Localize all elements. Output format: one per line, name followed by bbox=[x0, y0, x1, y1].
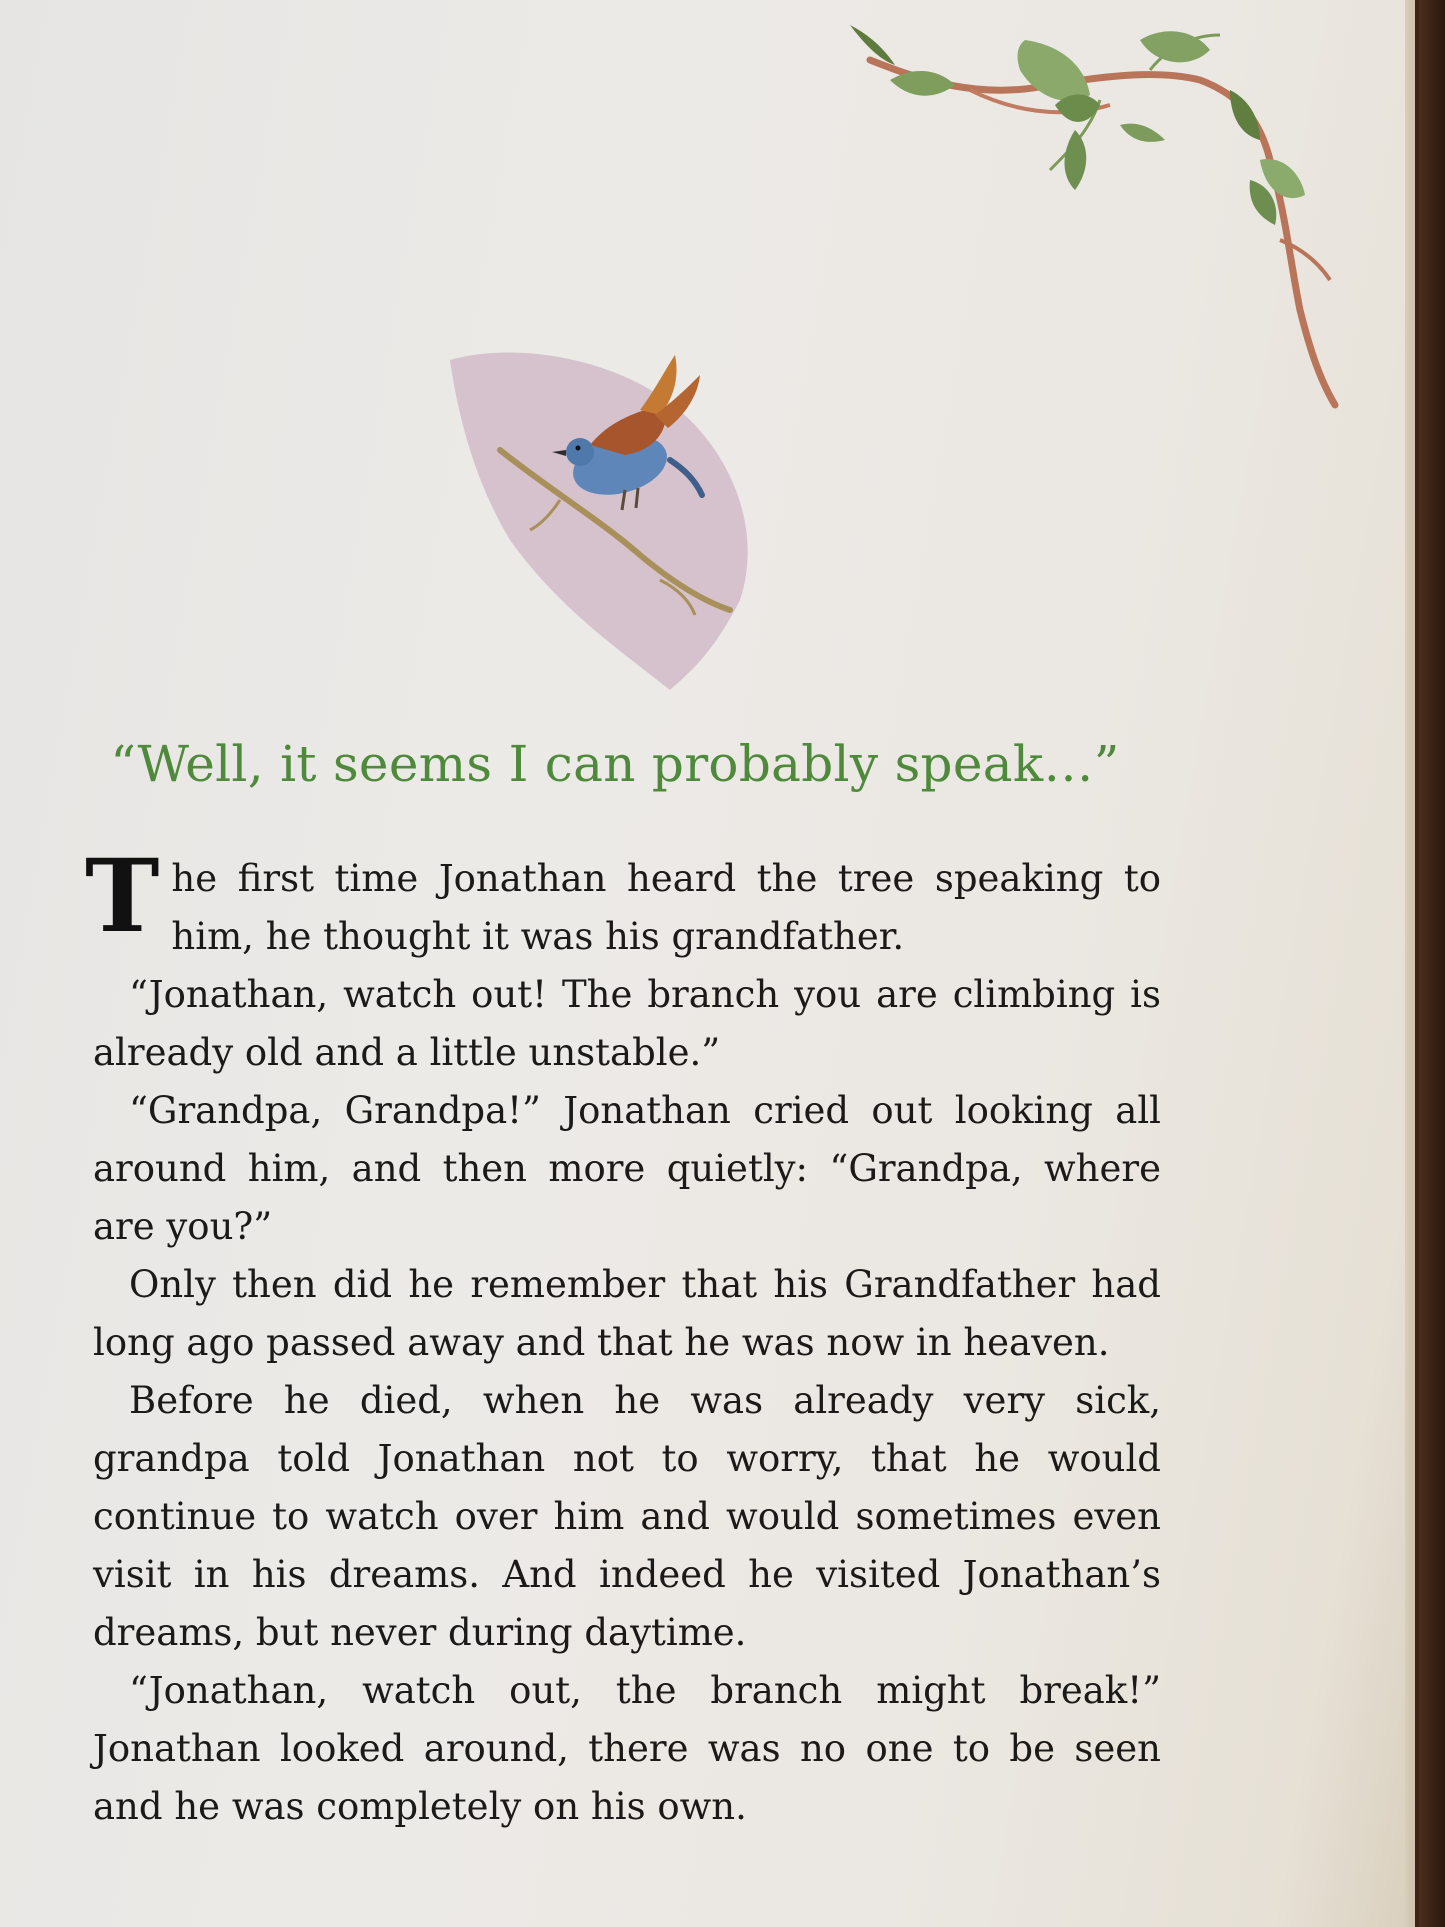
bird-illustration bbox=[440, 340, 830, 700]
chapter-heading: “Well, it seems I can probably speak…” bbox=[110, 735, 1120, 793]
paragraph-6: “Jonathan, watch out, the branch might break!” Jonathan looked around, there was no one to be seen and he was completely on his own. bbox=[93, 1669, 1161, 1828]
story-text bbox=[85, 837, 1161, 1836]
paragraph-1-text: he first time Jonathan heard the tree speaking to him, he thought it was his grandfather. bbox=[171, 857, 1161, 958]
paragraph-2: “Jonathan, watch out! The branch you are climbing is already old and a little unstable.” bbox=[93, 973, 1161, 1074]
paragraph-4: Only then did he remember that his Grandfather had long ago passed away and that he was now in heaven. bbox=[93, 1263, 1161, 1364]
page-edge bbox=[1405, 0, 1415, 1927]
book-cover-edge bbox=[1419, 0, 1445, 1927]
paragraph-3: “Grandpa, Grandpa!” Jonathan cried out looking all around him, and then more quietly: “Grandpa, where are you?” bbox=[93, 1089, 1161, 1248]
drop-cap: T bbox=[85, 837, 160, 955]
paragraph-5: Before he died, when he was already very sick, grandpa told Jonathan not to worry, that he would continue to watch over him and would sometimes even visit in his dreams. And indeed he visited Jonathan’s dreams, but never during daytime. bbox=[93, 1379, 1161, 1654]
vine-illustration bbox=[850, 10, 1360, 420]
paragraph-1 bbox=[85, 837, 1161, 966]
